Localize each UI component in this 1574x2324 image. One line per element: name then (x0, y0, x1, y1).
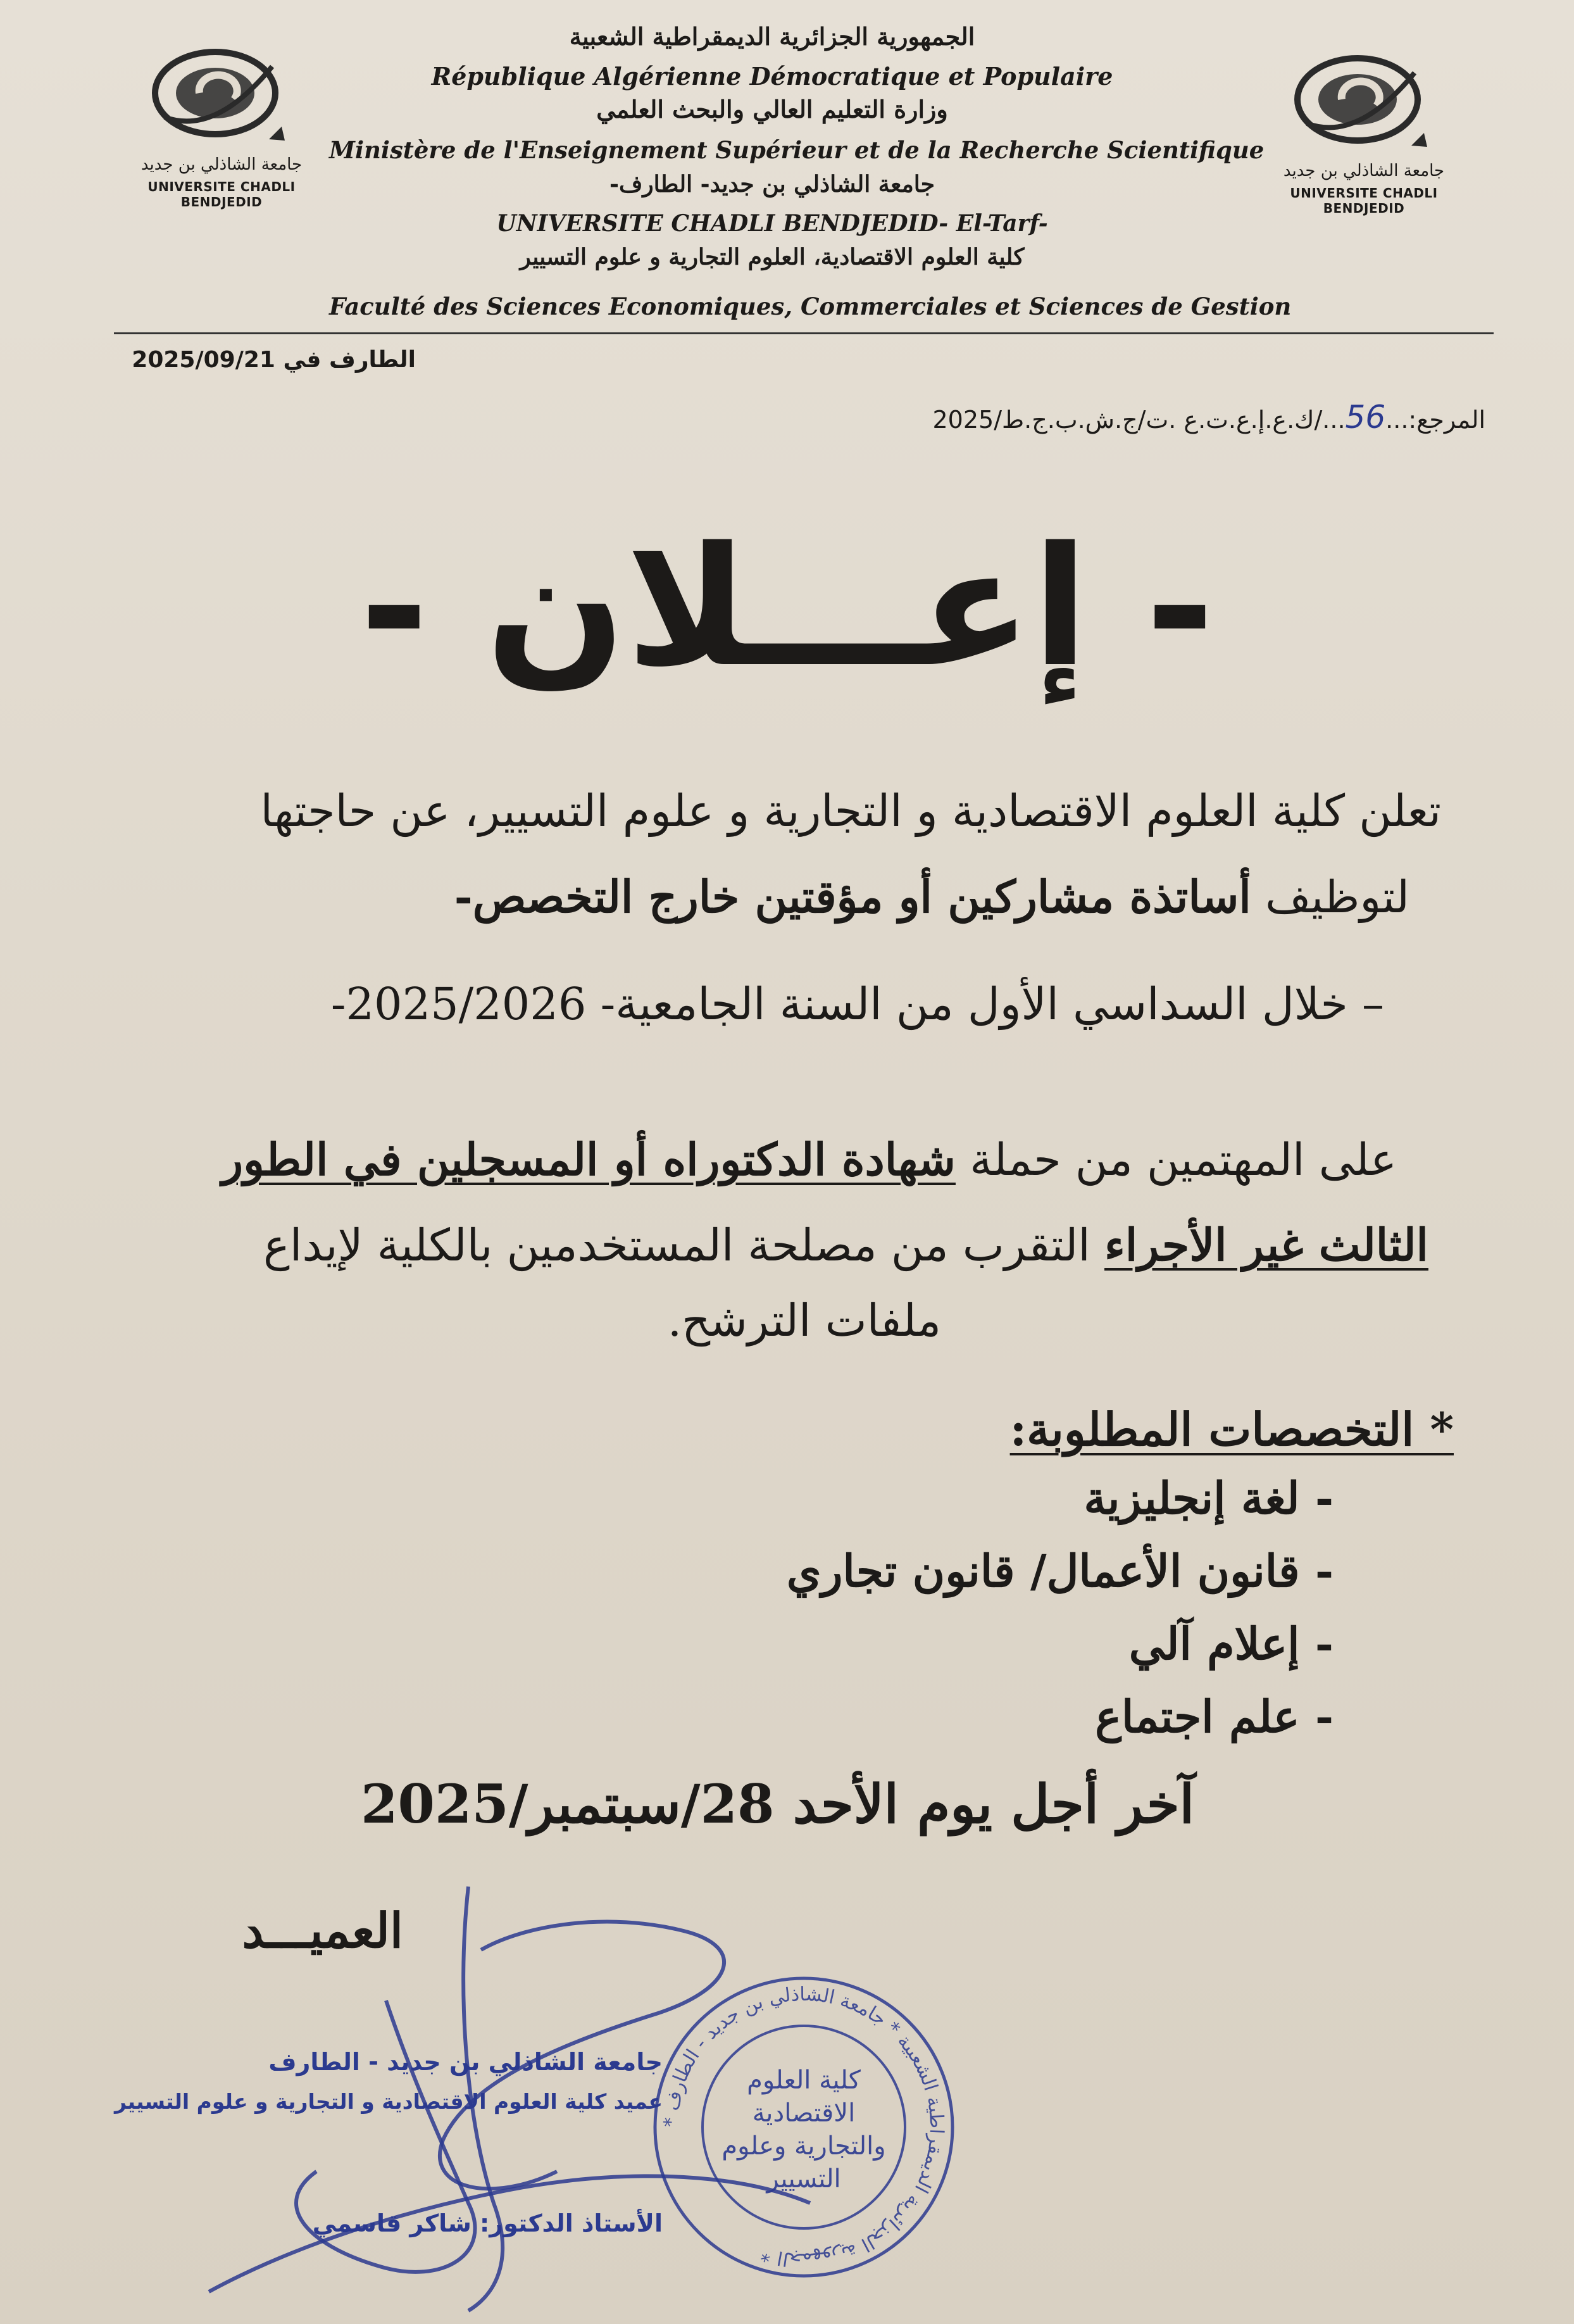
stamp-line-university: جامعة الشاذلي بن جديد - الطارف (268, 2048, 663, 2076)
header-divider (114, 332, 1494, 334)
body-p2-line2-bold: الثالث غير الأجراء (1104, 1219, 1428, 1271)
body-p1-line2-bold: أساتذة مشاركين أو مؤقتين خارج التخصص- (454, 870, 1251, 923)
body-p1-line2-normal: لتوظيف (1251, 871, 1409, 923)
body-p2-line1-normal: على المهتمين من حملة (955, 1134, 1397, 1186)
seal-ring-text: * الجمهورية الجزائرية الديمقراطية الشعبية * جامعة الشاذلي بن جديد - الطارف * (659, 1983, 948, 2271)
specialty-item-sociology: - علم اجتماع (1095, 1690, 1334, 1743)
date-line: الطارف في 2025/09/21 (132, 347, 416, 373)
university-logo-left (114, 41, 329, 210)
reference-line: المرجع:...56.../ك.ع.إ.ع.ت.ع .ت/ج.ش.ب.ج.ط/2025 (932, 399, 1485, 436)
header-fr-university: UNIVERSITE CHADLI BENDJEDID- El-Tarf- (496, 210, 1048, 237)
seal-center-line: الاقتصادية (752, 2099, 856, 2128)
logo-french-name: UNIVERSITE CHADLI BENDJEDID (147, 179, 296, 210)
deadline-line: آخر أجل يوم الأحد 28/سبتمبر/2025 (361, 1773, 1194, 1835)
body-p1-line3: – خلال السداسي الأول من السنة الجامعية- 2025/2026- (330, 978, 1384, 1030)
university-emblem-icon (1282, 47, 1446, 161)
body-p1-line1: تعلن كلية العلوم الاقتصادية و التجارية و علوم التسيير، عن حاجتها (260, 785, 1441, 837)
logo-french-name: UNIVERSITE CHADLI BENDJEDID (1290, 185, 1438, 216)
body-p2-line3: ملفات الترشح. (667, 1295, 941, 1347)
header-fr-ministry: Ministère de l'Enseignement Supérieur et de la Recherche Scientifique (329, 136, 1265, 164)
header-fr-faculty: Faculté des Sciences Economiques, Commerciales et Sciences de Gestion (329, 292, 1292, 320)
header-ar-university: جامعة الشاذلي بن جديد- الطارف- (609, 171, 935, 198)
body-p2-line1-bold: شهادة الدكتوراه أو المسجلين في الطور (222, 1133, 956, 1186)
stamp-line-name: الأستاذ الدكتور: شاكر قاسمي (312, 2209, 663, 2237)
university-emblem-icon (139, 41, 304, 155)
logo-arabic-name: جامعة الشاذلي بن جديد (141, 155, 303, 174)
dean-title: العميـــد (242, 1902, 403, 1959)
reference-prefix: المرجع: (1408, 406, 1485, 434)
reference-number: 56 (1345, 399, 1386, 436)
header-ar-republic: الجمهورية الجزائرية الديمقراطية الشعبية (569, 22, 975, 51)
seal-center-line: التسيير (766, 2164, 841, 2194)
specialties-heading: * التخصصات المطلوبة: (1009, 1402, 1454, 1456)
header-ar-ministry: وزارة التعليم العالي والبحث العلمي (596, 95, 948, 123)
specialty-item-english: - لغة إنجليزية (1084, 1472, 1334, 1524)
announcement-title: - إعـــلان - (359, 512, 1215, 703)
handwritten-signature (114, 1874, 1000, 2317)
specialty-item-computing: - إعلام آلي (1128, 1617, 1334, 1670)
seal-center-line: كلية العلوم (747, 2066, 861, 2095)
body-p2-line1 (222, 1133, 1397, 1186)
header-ar-faculty: كلية العلوم الاقتصادية، العلوم التجارية و علوم التسيير (520, 244, 1025, 270)
university-logo-right (1256, 47, 1471, 216)
header-fr-republic: République Algérienne Démocratique et Populaire (431, 62, 1113, 91)
body-p2-line2-normal: التقرب من مصلحة المستخدمين بالكلية لإيداع (263, 1219, 1104, 1271)
seal-center-line: والتجارية وعلوم (721, 2132, 886, 2161)
body-p1-line2 (454, 870, 1409, 923)
logo-arabic-name: جامعة الشاذلي بن جديد (1283, 161, 1445, 180)
specialty-item-business-law: - قانون الأعمال/ قانون تجاري (786, 1545, 1334, 1597)
reference-suffix: /ك.ع.إ.ع.ت.ع .ت/ج.ش.ب.ج.ط/2025 (932, 406, 1323, 434)
body-p2-line2 (263, 1219, 1428, 1271)
stamp-line-dean: عميد كلية العلوم الاقتصادية و التجارية و علوم التسيير (114, 2089, 663, 2114)
